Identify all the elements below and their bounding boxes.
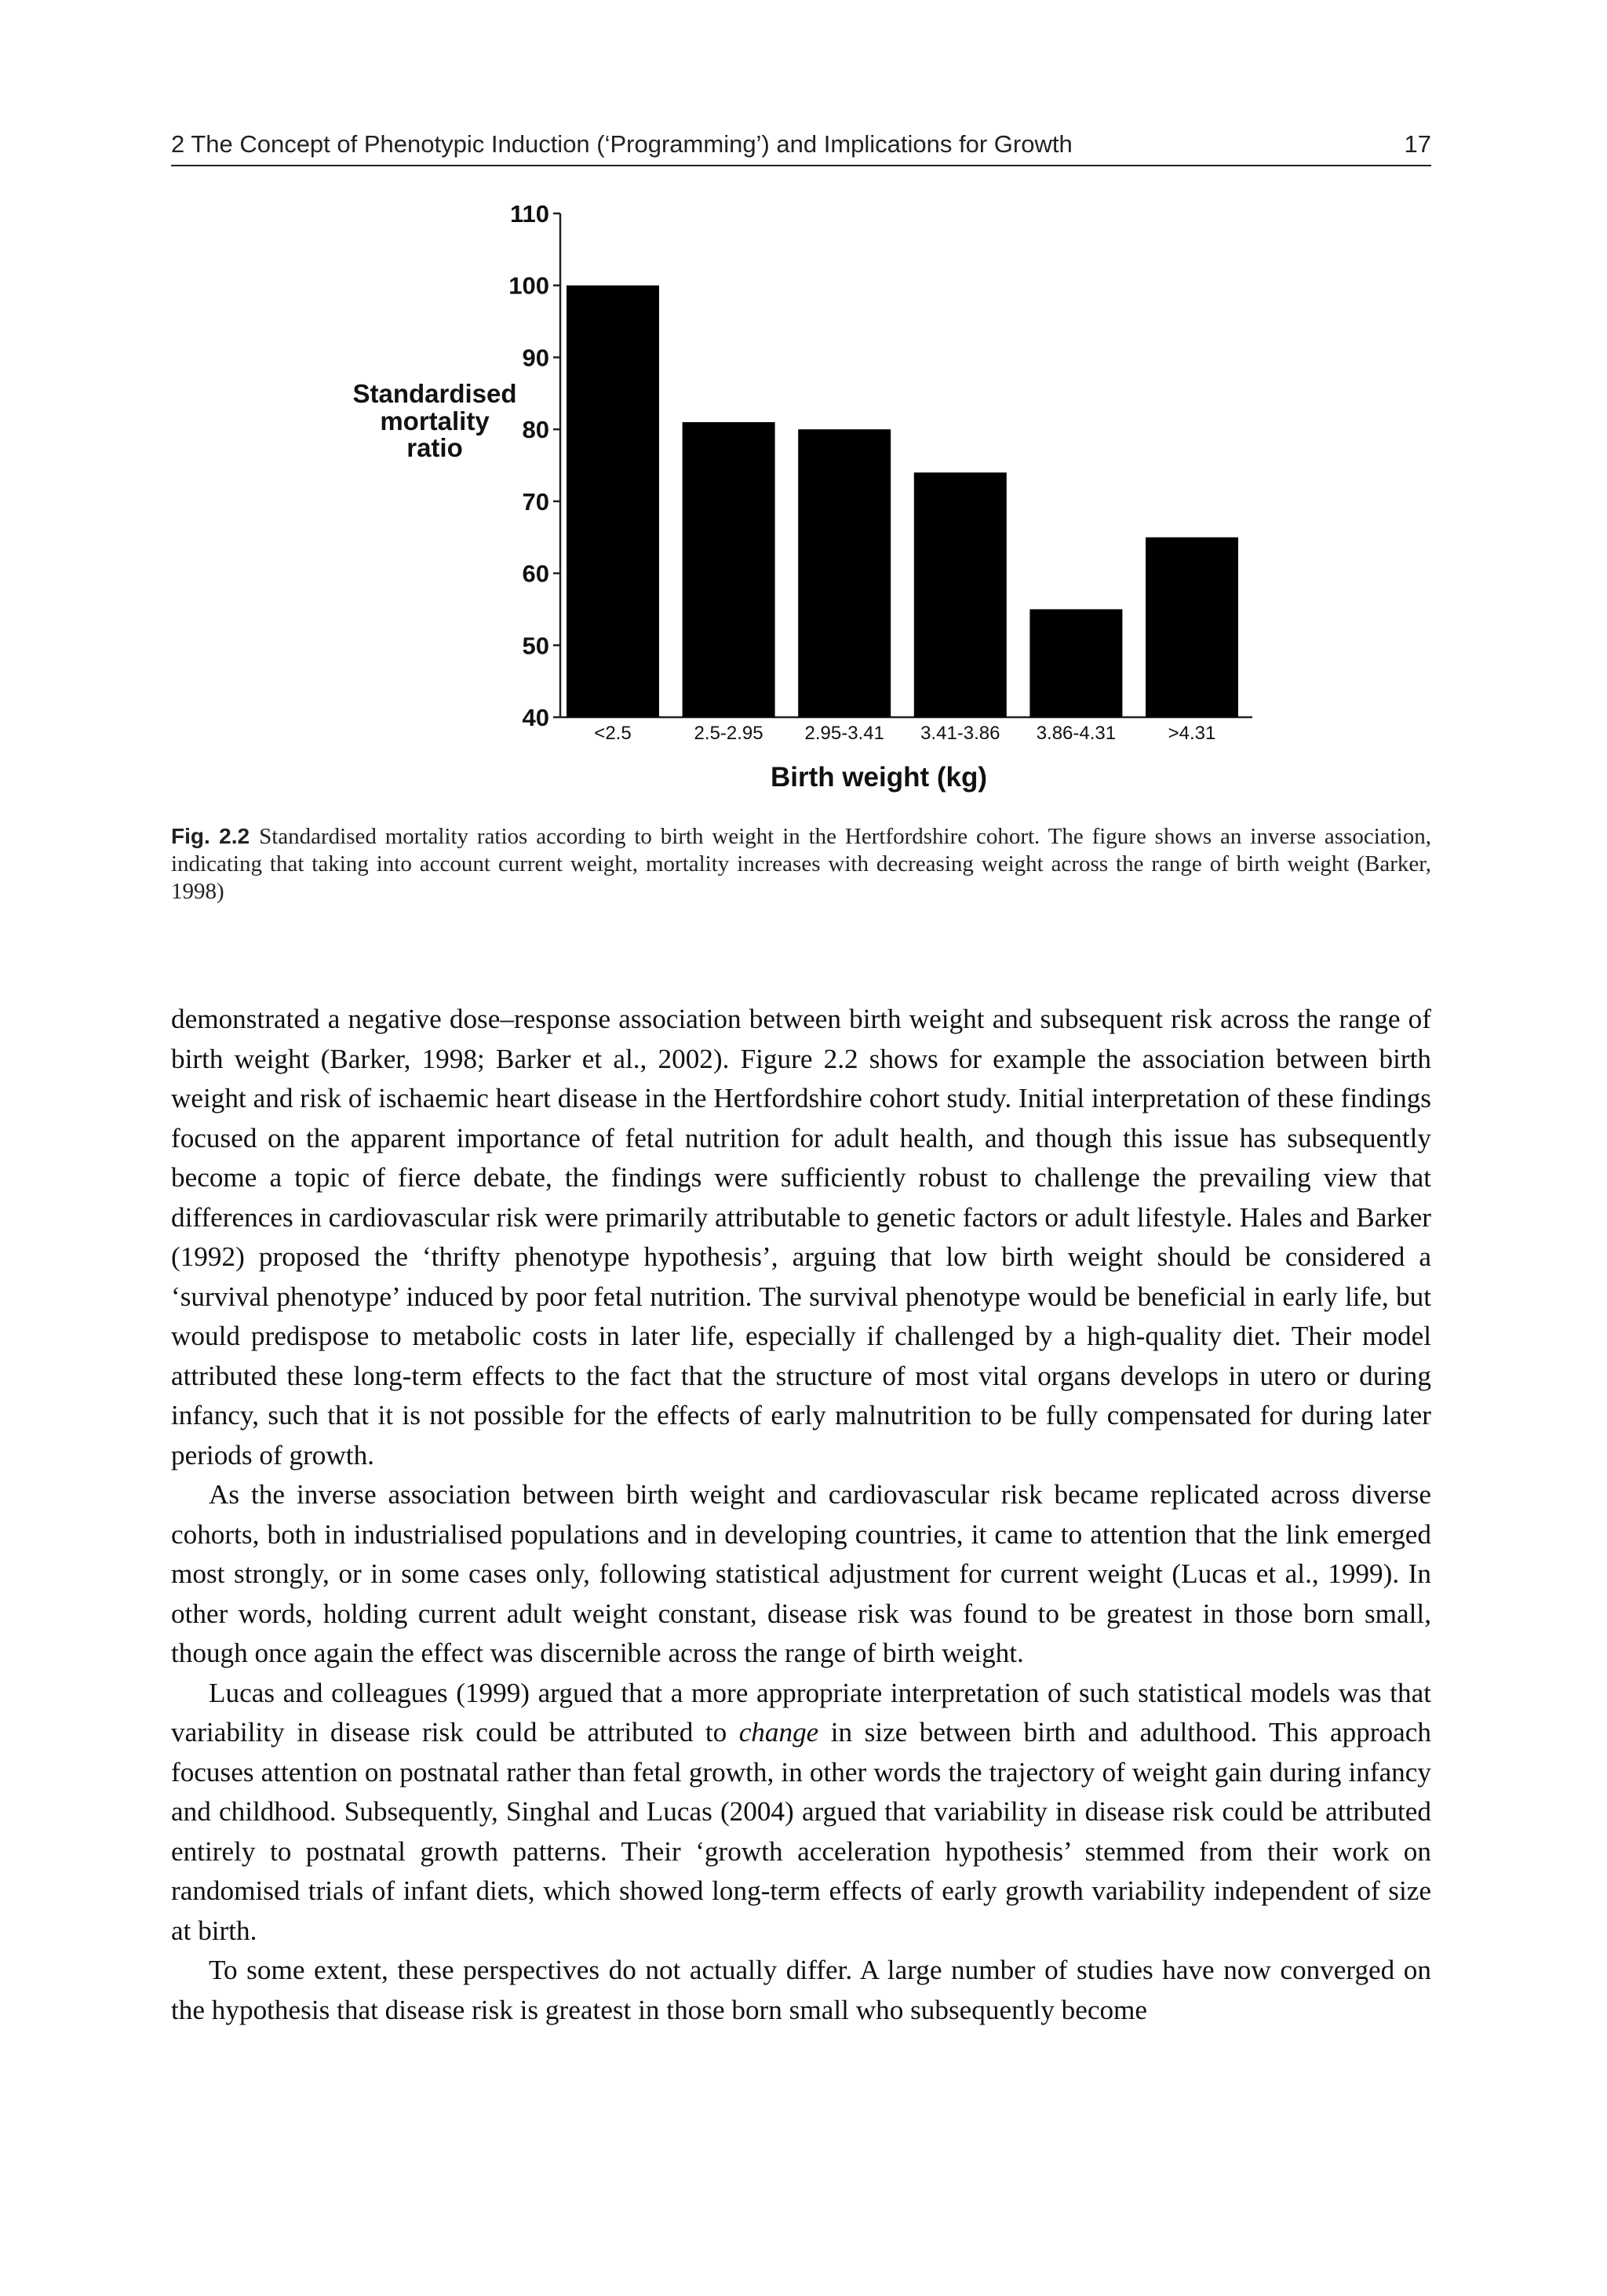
y-tick-label: 110 bbox=[509, 200, 549, 228]
paragraph: To some extent, these perspectives do not actually differ. A large number of studies have now converged on the hypothesis that disease risk is greatest in those born small who subsequently become bbox=[171, 1955, 1431, 2025]
x-tick-label: 3.41-3.86 bbox=[920, 723, 1000, 744]
y-tick-label: 70 bbox=[522, 487, 549, 516]
y-axis-label-line: ratio bbox=[406, 433, 463, 462]
figure-caption bbox=[171, 822, 1431, 906]
caption-text: Standardised mortality ratios according to birth weight in the Hertfordshire cohort. The figure shows an inverse association, indicating that taking into account current weight, mortality increases with decreasing weight across the range of birth weight (Barker, 1998) bbox=[171, 824, 1431, 904]
bar-4 bbox=[1029, 609, 1122, 717]
x-tick-label: 2.5-2.95 bbox=[694, 723, 763, 744]
chapter-title: 2 The Concept of Phenotypic Induction (‘Programming’) and Implications for Growth bbox=[171, 130, 1073, 158]
y-tick-label: 40 bbox=[522, 704, 549, 731]
bar-chart bbox=[0, 0, 1607, 808]
bar-3 bbox=[914, 472, 1007, 717]
x-tick-label: >4.31 bbox=[1168, 723, 1216, 744]
caption-label: Fig. 2.2 bbox=[171, 824, 250, 848]
y-axis-label-line: mortality bbox=[380, 406, 490, 436]
x-tick-label: 2.95-3.41 bbox=[804, 723, 884, 744]
paragraph-text: Lucas and colleagues (1999) argued that a more appropriate interpretation of such statistical models was that variability in disease risk could be attributed to bbox=[171, 1677, 1431, 1748]
paragraph: demonstrated a negative dose–response association between birth weight and subsequent risk across the range of birth weight (Barker, 1998; Barker et al., 2002). Figure 2.2 shows for example the association between birth weight and risk of ischaemic heart disease in the Hertfordshire cohort study. Initial interpretation of these findings focused on the apparent importance of fetal nutrition for adult health, and though this issue has subsequently become a topic of fierce debate, the findings were sufficiently robust to challenge the prevailing view that differences in cardiovascular risk were primarily attributable to genetic factors or adult lifestyle. Hales and Barker (1992) proposed the ‘thrifty phenotype hypothesis’, arguing that low birth weight should be considered a ‘survival phenotype’ induced by poor fetal nutrition. The survival phenotype would be beneficial in early life, but would predispose to metabolic costs in later life, especially if challenged by a high-quality diet. Their model attributed these long-term effects to the fact that the structure of most vital organs develops in utero or during infancy, such that it is not possible for the effects of early malnutrition to be fully compensated for during later periods of growth. bbox=[171, 1004, 1431, 1471]
y-tick-label: 90 bbox=[522, 344, 549, 372]
emphasis-text: change bbox=[738, 1717, 819, 1748]
body-text bbox=[171, 1000, 1431, 2030]
bar-1 bbox=[683, 422, 775, 717]
bar-2 bbox=[798, 429, 891, 717]
paragraph-text: in size between birth and adulthood. This approach focuses attention on postnatal rather than fetal growth, in other words the trajectory of weight gain during infancy and childhood. Subsequently, Singhal and Lucas (2004) argued that variability in disease risk could be attributed entirely to postnatal growth patterns. Their ‘growth acceleration hypothesis’ stemmed from their work on randomised trials of infant diets, which showed long-term effects of early growth variability independent of size at birth. bbox=[171, 1717, 1431, 1946]
y-tick-label: 60 bbox=[522, 559, 549, 588]
x-axis-label: Birth weight (kg) bbox=[770, 762, 988, 793]
y-axis-label-line: Standardised bbox=[352, 379, 517, 408]
x-tick-label: 3.86-4.31 bbox=[1036, 723, 1117, 744]
paragraph bbox=[171, 1674, 1431, 1952]
bar-5 bbox=[1146, 538, 1238, 717]
page-number: 17 bbox=[1404, 130, 1431, 158]
y-tick-label: 80 bbox=[522, 416, 549, 444]
bar-0 bbox=[567, 286, 659, 717]
paragraph: As the inverse association between birth weight and cardiovascular risk became replicated across diverse cohorts, both in industrialised populations and in developing countries, it came to attention that the link emerged most strongly, or in some cases only, following statistical adjustment for current weight (Lucas et al., 1999). In other words, holding current adult weight constant, disease risk was found to be greatest in those born small, though once again the effect was discernible across the range of birth weight. bbox=[171, 1479, 1431, 1668]
y-tick-label: 100 bbox=[508, 272, 549, 300]
y-tick-label: 50 bbox=[522, 632, 549, 660]
figure-2-2 bbox=[0, 0, 1607, 808]
x-tick-label: <2.5 bbox=[594, 723, 632, 744]
